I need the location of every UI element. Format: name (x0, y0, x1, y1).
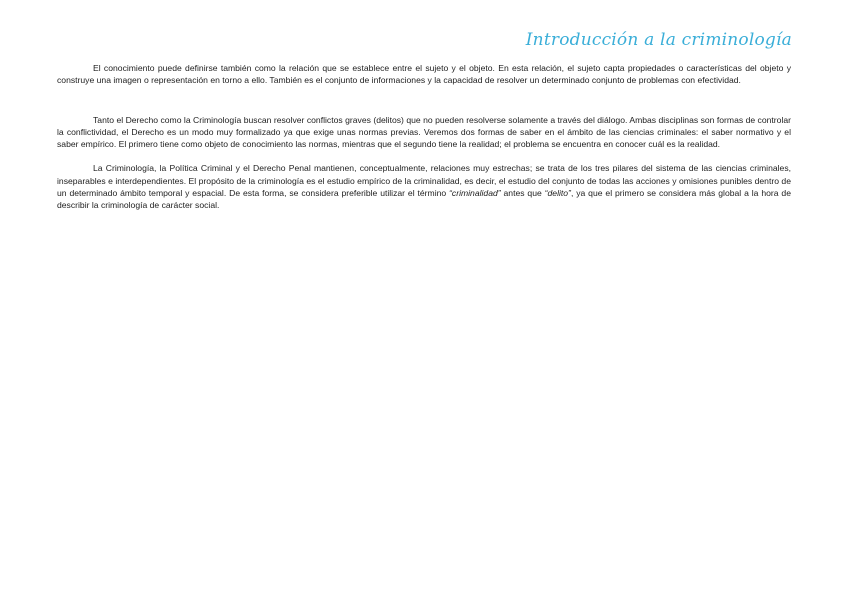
paragraph-text-segment: , ya que el primero se considera más global a la hora de describir la criminología de carácter social. (57, 187, 791, 210)
paragraph-law-and-criminology: Tanto el Derecho como la Criminología buscan resolver conflictos graves (delitos) que no pueden resolverse solamente a través del diálogo. Ambas disciplinas son formas de controlar la conflictividad, el Derecho es un modo muy formalizado ya que exige unas normas previas. Veremos dos formas de saber en el ámbito de las ciencias criminales: el saber normativo y el saber empírico. El primero tiene como objeto de conocimiento las normas, mientras que el segundo tiene la realidad; el problema se encuentra en conocer cuál es la realidad. (57, 115, 791, 150)
paragraph-text-segment: La Criminología, la Política Criminal y el Derecho Penal mantienen, conceptualmente, relaciones muy estrechas; se trata de los tres pilares del sistema de las ciencias criminales, inseparables e interdependientes. El propósito de la criminología es el estudio empírico de la criminalidad, es decir, el estudio del conjunto de todas las acciones y omisiones punibles dentro de un determinado ámbito temporal y espacial. De esta forma, se considera preferible utilizar el término (57, 163, 791, 198)
paragraph-text-segment: antes que (500, 187, 545, 198)
paragraph-criminal-sciences (57, 162, 791, 210)
term-delito: “delito” (544, 187, 571, 198)
paragraph-knowledge-definition: El conocimiento puede definirse también como la relación que se establece entre el sujeto y el objeto. En esta relación, el sujeto capta propiedades o características del objeto y construye una imagen o representación en torno a ello. También es el conjunto de informaciones y la capacidad de resolver un determinado conjunto de problemas con efectividad. (57, 63, 791, 86)
term-criminalidad: “criminalidad” (449, 187, 501, 198)
body-text (57, 62, 791, 211)
running-header-title: Introducción a la criminología (525, 30, 792, 50)
